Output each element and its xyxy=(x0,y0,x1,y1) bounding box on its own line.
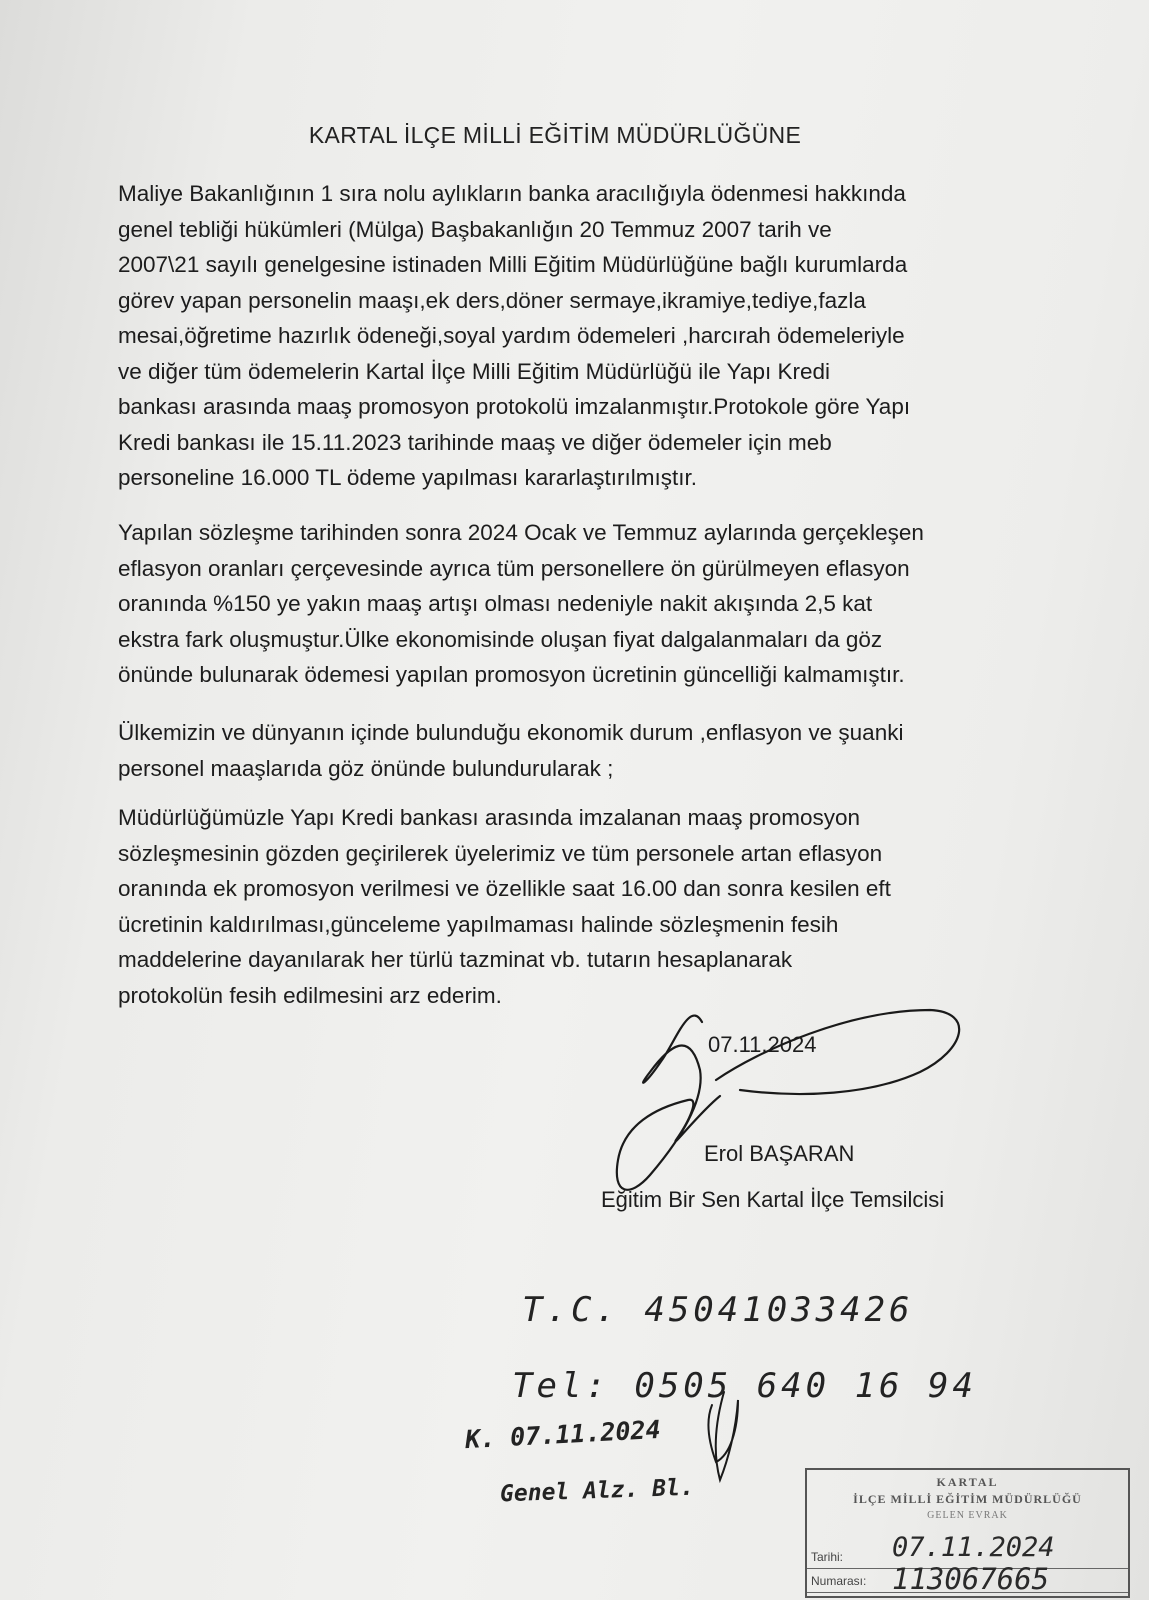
text-line: protokolün fesih edilmesini arz ederim. xyxy=(118,982,502,1008)
text-line: Ülkemizin ve dünyanın içinde bulunduğu ekonomik durum ,enflasyon ve şuanki xyxy=(118,720,904,745)
handwritten-note: Genel Alz. Bl. xyxy=(499,1474,695,1508)
signer-name: Erol BAŞARAN xyxy=(704,1141,855,1166)
office-stamp xyxy=(805,1468,1130,1598)
text-line: ve diğer tüm ödemelerin Kartal İlçe Milli Eğitim Müdürlüğü ile Yapı Kredi xyxy=(118,358,830,384)
text-line: sözleşmesinin gözden geçirilerek üyelerimiz ve tüm personele artan eflasyon xyxy=(118,840,883,866)
text-line: Yapılan sözleşme tarihinden sonra 2024 Ocak ve Temmuz aylarında gerçekleşen xyxy=(118,520,924,545)
stamp-date-label: Tarihi: xyxy=(811,1550,844,1564)
handwritten-id-number: T.C. 45041033426 xyxy=(522,1290,914,1330)
text-line: personeline 16.000 TL ödeme yapılması kararlaştırılmıştır. xyxy=(118,465,698,490)
text-line: bankası arasında maaş promosyon protokolü imzalanmıştır.Protokole göre Yapı xyxy=(118,394,911,419)
text-line: genel tebliği hükümleri (Mülga) Başbakanlığın 20 Temmuz 2007 tarih ve xyxy=(118,216,832,242)
document-title: KARTAL İLÇE MİLLİ EĞİTİM MÜDÜRLÜĞÜNE xyxy=(308,122,802,148)
paragraph-1 xyxy=(118,176,1018,496)
text-line: ücretinin kaldırılması,günceleme yapılmaması halinde sözleşmenin fesih xyxy=(118,911,839,937)
text-line: Müdürlüğümüzle Yapı Kredi bankası arasında imzalanan maaş promosyon xyxy=(118,805,861,830)
text-line: görev yapan personelin maaşı,ek ders,döner sermaye,ikramiye,tediye,fazla xyxy=(118,287,866,313)
signer-title: Eğitim Bir Sen Kartal İlçe Temsilcisi xyxy=(601,1187,945,1212)
text-line: Maliye Bakanlığının 1 sıra nolu aylıkların banka aracılığıyla ödenmesi hakkında xyxy=(118,181,906,206)
text-line: Kredi bankası ile 15.11.2023 tarihinde maaş ve diğer ödemeler için meb xyxy=(118,429,832,455)
text-line: önünde bulunarak ödemesi yapılan promosyon ücretinin güncelliği kalmamıştır. xyxy=(118,662,905,687)
text-line: oranında %150 ye yakın maaş artışı olması nedeniyle nakit akışında 2,5 kat xyxy=(118,591,873,616)
paragraph-4 xyxy=(118,800,1018,1013)
handwritten-phone: Tel: 0505 640 16 94 xyxy=(512,1366,977,1406)
stamp-line-3: GELEN EVRAK xyxy=(927,1510,1008,1521)
handwritten-received-date: K. 07.11.2024 xyxy=(464,1414,662,1455)
document-date: 07.11.2024 xyxy=(708,1032,817,1057)
text-line: mesai,öğretime hazırlık ödeneği,soyal yardım ödemeleri ,harcırah ödemeleriyle xyxy=(118,323,905,348)
stamp-number-label: Numarası: xyxy=(811,1574,867,1588)
text-line: oranında ek promosyon verilmesi ve özellikle saat 16.00 dan sonra kesilen eft xyxy=(118,876,891,901)
stamp-line-2: İLÇE MİLLİ EĞİTİM MÜDÜRLÜĞÜ xyxy=(853,1492,1082,1506)
stamp-number-value: 113067665 xyxy=(892,1562,1050,1596)
text-line: ekstra fark oluşmuştur.Ülke ekonomisinde oluşan fiyat dalgalanmaları da göz xyxy=(118,626,883,652)
text-line: eflasyon oranları çerçevesinde ayrıca tüm personellere ön gürülmeyen eflasyon xyxy=(118,555,910,581)
paragraph-3 xyxy=(118,715,1018,786)
text-line: 2007\21 sayılı genelgesine istinaden Milli Eğitim Müdürlüğüne bağlı kurumlarda xyxy=(118,252,908,277)
paragraph-2 xyxy=(118,515,1018,693)
stamp-line-1: KARTAL xyxy=(936,1475,999,1489)
stamp-date-value: 07.11.2024 xyxy=(892,1532,1055,1563)
text-line: maddelerine dayanılarak her türlü tazminat vb. tutarın hesaplanarak xyxy=(118,947,793,972)
text-line: personel maaşlarıda göz önünde bulundurularak ; xyxy=(118,755,614,781)
